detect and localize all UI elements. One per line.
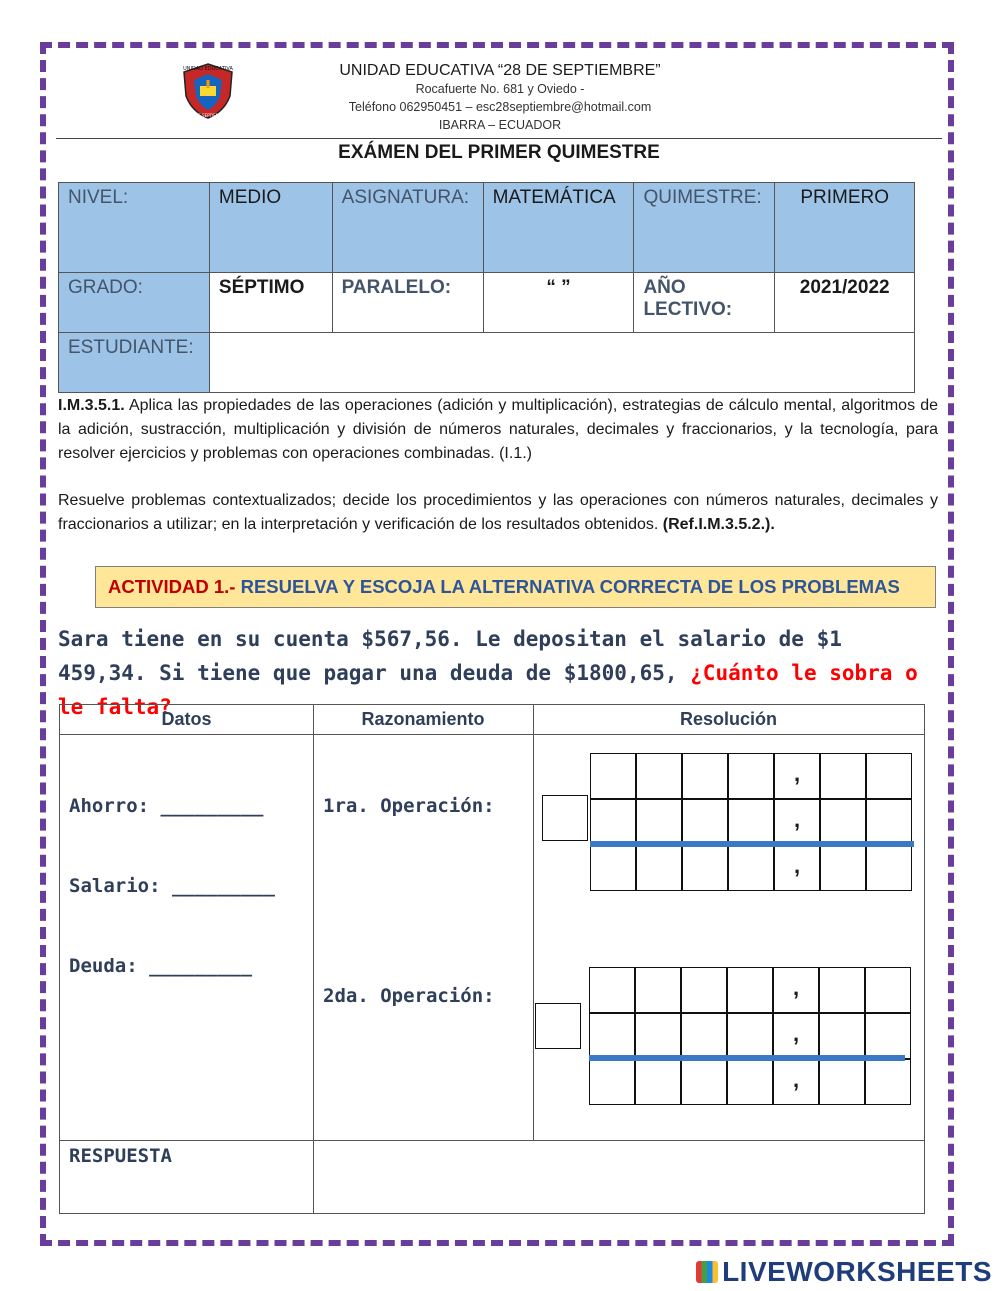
ahorro-field[interactable]: Ahorro: _________ [69, 795, 264, 817]
digit-cell[interactable] [866, 753, 912, 799]
comma-cell: , [774, 845, 820, 891]
header-row-divider [60, 734, 924, 735]
liveworksheets-logo-icon [696, 1261, 718, 1283]
digit-cell[interactable] [682, 753, 728, 799]
digit-cell[interactable] [819, 1059, 865, 1105]
operation-2-difference-line [589, 1055, 905, 1061]
deuda-field[interactable]: Deuda: _________ [69, 955, 253, 977]
exam-title: EXÁMEN DEL PRIMER QUIMESTRE [338, 142, 660, 163]
digit-cell[interactable] [866, 799, 912, 845]
digit-cell[interactable] [636, 799, 682, 845]
digit-cell[interactable] [727, 1013, 773, 1059]
col-divider-1 [313, 705, 314, 1213]
school-address: Rocafuerte No. 681 y Oviedo - [415, 82, 585, 96]
operation-1-grid [542, 753, 916, 893]
brand-text: LIVEWORKSHEETS [722, 1256, 992, 1287]
comma-cell: , [773, 967, 819, 1013]
digit-cell[interactable] [682, 845, 728, 891]
answer-row-divider [60, 1140, 924, 1141]
comma-cell: , [773, 1013, 819, 1059]
anio-value: 2021/2022 [775, 273, 915, 333]
skill-ref: (Ref.I.M.3.5.2.). [662, 516, 775, 533]
logo-text-bottom: 28 DE SEPTIEMBRE [188, 113, 228, 118]
salario-field[interactable]: Salario: _________ [69, 875, 275, 897]
operation-2-sign-cell[interactable] [535, 1003, 581, 1049]
digit-cell[interactable] [590, 753, 636, 799]
indicator-paragraph [58, 394, 938, 466]
operation-1-sum-line [590, 841, 914, 847]
operation-1-sign-cell[interactable] [542, 795, 588, 841]
digit-cell[interactable] [589, 967, 635, 1013]
estudiante-field[interactable] [209, 333, 914, 393]
school-header [250, 60, 750, 134]
digit-cell[interactable] [636, 753, 682, 799]
skill-paragraph [58, 489, 938, 537]
respuesta-label: RESPUESTA [69, 1145, 172, 1167]
school-name: UNIDAD EDUCATIVA “28 DE SEPTIEMBRE” [339, 62, 661, 79]
indicator-text: Aplica las propiedades de las operaciones (adición y multiplicación), estrategias de cálculo mental, algoritmos de la adición, sustracción, multiplicación y división de números naturales, decimales y fraccionarios, y la tecnología, para resolver ejercicios y problemas con operaciones combinadas. (I.1.) [58, 397, 938, 462]
digit-cell[interactable] [728, 753, 774, 799]
info-table [58, 182, 915, 393]
header-divider [56, 138, 942, 139]
indicator-code: I.M.3.5.1. [58, 397, 125, 414]
skill-text: Resuelve problemas contextualizados; decide los procedimientos y las operaciones con números naturales, decimales y fraccionarios a utilizar; en la interpretación y verificación de los resultados obtenidos. [58, 492, 938, 533]
school-city: IBARRA – ECUADOR [438, 118, 562, 132]
asignatura-label: ASIGNATURA: [332, 183, 483, 273]
digit-cell[interactable] [819, 1013, 865, 1059]
col-resolucion: Resolución [679, 709, 777, 729]
estudiante-label: ESTUDIANTE: [59, 333, 210, 393]
digit-cell[interactable] [636, 845, 682, 891]
paralelo-label: PARALELO: [332, 273, 483, 333]
digit-cell[interactable] [865, 1059, 911, 1105]
digit-cell[interactable] [590, 845, 636, 891]
digit-cell[interactable] [728, 799, 774, 845]
digit-cell[interactable] [727, 967, 773, 1013]
digit-cell[interactable] [820, 799, 866, 845]
digit-cell[interactable] [681, 967, 727, 1013]
digit-cell[interactable] [589, 1059, 635, 1105]
col-datos: Datos [161, 709, 212, 729]
anio-label: AÑO LECTIVO: [634, 273, 775, 333]
digit-cell[interactable] [635, 1059, 681, 1105]
nivel-value: MEDIO [209, 183, 332, 273]
digit-cell[interactable] [728, 845, 774, 891]
digit-cell[interactable] [819, 967, 865, 1013]
respuesta-field[interactable] [316, 1143, 922, 1211]
activity-banner [95, 566, 936, 608]
grado-label: GRADO: [59, 273, 210, 333]
digit-cell[interactable] [866, 845, 912, 891]
quimestre-label: QUIMESTRE: [634, 183, 775, 273]
quimestre-value: PRIMERO [775, 183, 915, 273]
digit-cell[interactable] [682, 799, 728, 845]
col-razonamiento: Razonamiento [361, 709, 485, 729]
operation-2-grid [535, 967, 911, 1107]
operation-1-label: 1ra. Operación: [323, 795, 495, 817]
grado-value: SÉPTIMO [209, 273, 332, 333]
activity-label: ACTIVIDAD 1.- [108, 576, 236, 597]
liveworksheets-brand[interactable] [696, 1256, 992, 1288]
problem-question: ¿Cuánto le sobra o le falta? [58, 661, 918, 719]
col-divider-2 [533, 705, 534, 1140]
digit-cell[interactable] [589, 1013, 635, 1059]
digit-cell[interactable] [820, 845, 866, 891]
work-table [59, 704, 925, 1214]
comma-cell: , [774, 799, 820, 845]
asignatura-value: MATEMÁTICA [483, 183, 634, 273]
digit-cell[interactable] [865, 1013, 911, 1059]
digit-cell[interactable] [820, 753, 866, 799]
comma-cell: , [773, 1059, 819, 1105]
activity-text: RESUELVA Y ESCOJA LA ALTERNATIVA CORRECTA DE LOS PROBLEMAS [235, 576, 900, 597]
problem-text: Sara tiene en su cuenta $567,56. Le depositan el salario de $1 459,34. Si tiene que pagar una deuda de $1800,65, [58, 627, 842, 685]
paralelo-value[interactable]: “ ” [483, 273, 634, 333]
digit-cell[interactable] [865, 967, 911, 1013]
digit-cell[interactable] [681, 1059, 727, 1105]
school-contact: Teléfono 062950451 – esc28septiembre@hotmail.com [348, 100, 652, 114]
digit-cell[interactable] [590, 799, 636, 845]
digit-cell[interactable] [635, 967, 681, 1013]
operation-2-label: 2da. Operación: [323, 985, 495, 1007]
comma-cell: , [774, 753, 820, 799]
digit-cell[interactable] [635, 1013, 681, 1059]
logo-text-top: UNIDAD EDUCATIVA [183, 66, 233, 72]
digit-cell[interactable] [727, 1059, 773, 1105]
digit-cell[interactable] [681, 1013, 727, 1059]
nivel-label: NIVEL: [59, 183, 210, 273]
school-logo [178, 60, 238, 120]
